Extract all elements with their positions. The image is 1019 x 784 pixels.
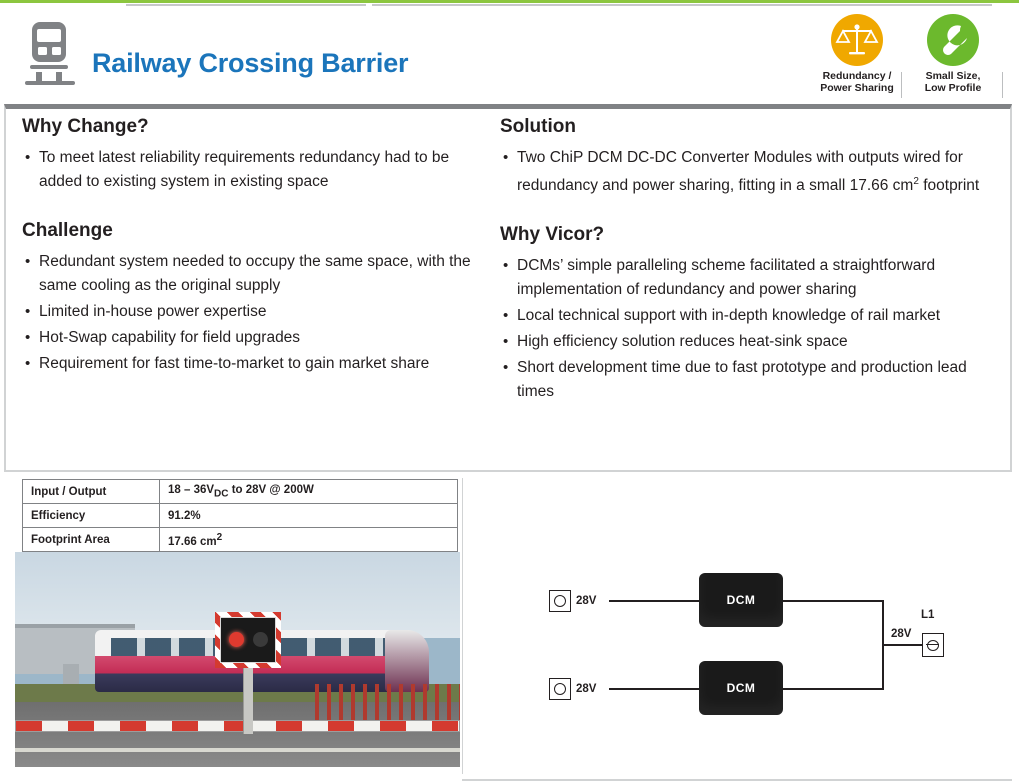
- photo-signal-lamp-red: [229, 632, 244, 647]
- photo-train-nose: [385, 630, 429, 692]
- list-item: [500, 146, 1000, 198]
- table-row: [23, 504, 458, 528]
- wire-to-load: [882, 644, 922, 646]
- spec-value-part1: 17.66 cm: [168, 535, 217, 548]
- list-item: • Limited in-house power expertise: [22, 300, 482, 324]
- list-item: • Local technical support with in-depth knowledge of rail market: [500, 304, 1000, 328]
- balance-scale-icon: [831, 14, 883, 66]
- spec-value-part2: to 28V @ 200W: [228, 483, 314, 496]
- system-block-diagram: [462, 478, 1013, 774]
- source-bottom: [549, 678, 596, 700]
- page-title: Railway Crossing Barrier: [92, 48, 409, 78]
- table-row: [23, 528, 458, 552]
- spec-value: [160, 480, 458, 504]
- output-voltage-label: 28V: [891, 628, 912, 640]
- spec-value-subscript: DC: [214, 488, 229, 500]
- photo-road-marking: [15, 748, 460, 752]
- spec-key: Efficiency: [23, 504, 160, 528]
- heading-solution: Solution: [500, 116, 576, 137]
- wrench-icon: [927, 14, 979, 66]
- heading-why-vicor: Why Vicor?: [500, 224, 605, 246]
- solution-text-1: Two ChiP DCM DC-DC Converter Modules with outputs wired for redundancy and power sharing, fitting in a small 17.66 cm: [517, 149, 963, 195]
- list-item: • Requirement for fast time-to-market to gain market share: [22, 352, 482, 376]
- list-solution: [500, 146, 1000, 198]
- badge-label-line2: Low Profile: [924, 82, 982, 94]
- badge-divider-left: [901, 72, 902, 98]
- list-item: • High efficiency solution reduces heat-sink space: [500, 330, 1000, 354]
- spec-table: [22, 479, 458, 552]
- spec-value: [160, 528, 458, 552]
- list-why-change: [22, 146, 482, 194]
- spec-key: Footprint Area: [23, 528, 160, 552]
- badge-label-line1: Redundancy /: [822, 70, 892, 82]
- left-column: [22, 116, 482, 378]
- spec-value-part1: 18 – 36V: [168, 483, 215, 496]
- list-why-vicor: [500, 254, 1000, 404]
- load-icon: [922, 633, 944, 657]
- wire-output-bottom: [783, 688, 883, 690]
- page-header: [0, 6, 1019, 101]
- list-item: • Redundant system needed to occupy the same space, with the same cooling as the original supply: [22, 250, 482, 298]
- badge-divider-right: [1002, 72, 1003, 98]
- spec-key: Input / Output: [23, 480, 160, 504]
- train-icon: [22, 20, 78, 86]
- list-item: • Short development time due to fast prototype and production lead times: [500, 356, 1000, 404]
- load-label: L1: [921, 609, 935, 621]
- table-row: [23, 480, 458, 504]
- list-item: • Hot-Swap capability for field upgrades: [22, 326, 482, 350]
- dc-source-icon: [549, 678, 571, 700]
- heading-challenge: Challenge: [22, 220, 113, 241]
- photo-crossing-barrier: [15, 720, 460, 732]
- spec-value: 91.2%: [160, 504, 458, 528]
- source-top: [549, 590, 596, 612]
- solution-superscript: 2: [913, 176, 919, 187]
- badge-small-size-low-profile: [907, 14, 999, 94]
- wire-input-top: [609, 600, 699, 602]
- spec-value-superscript: 2: [216, 531, 223, 543]
- wire-output-top: [783, 600, 883, 602]
- wire-input-bottom: [609, 688, 699, 690]
- badge-redundancy-power-sharing: [811, 14, 903, 94]
- photo-signal-lamp-off: [253, 632, 268, 647]
- right-column: [500, 116, 1000, 406]
- list-item: • To meet latest reliability requirements redundancy had to be added to existing system in existing space: [22, 146, 482, 194]
- source-bottom-label: 28V: [576, 683, 597, 695]
- badge-group: [811, 14, 999, 100]
- module-dcm-top: DCM: [699, 573, 783, 627]
- badge-label-line2: Power Sharing: [820, 82, 894, 94]
- list-challenge: [22, 250, 482, 376]
- photo-signal-post: [243, 664, 253, 734]
- badge-label-line1: Small Size,: [925, 70, 981, 82]
- top-accent-rule: [0, 0, 1019, 3]
- bottom-divider: [462, 779, 1012, 781]
- list-item: • DCMs’ simple paralleling scheme facilitated a straightforward implementation of redundancy and power sharing: [500, 254, 1000, 302]
- source-top-label: 28V: [576, 595, 597, 607]
- railway-crossing-photo: [15, 552, 460, 767]
- heading-why-change: Why Change?: [22, 116, 149, 137]
- module-dcm-bottom: DCM: [699, 661, 783, 715]
- solution-text-2: footprint: [918, 177, 980, 195]
- dc-source-icon: [549, 590, 571, 612]
